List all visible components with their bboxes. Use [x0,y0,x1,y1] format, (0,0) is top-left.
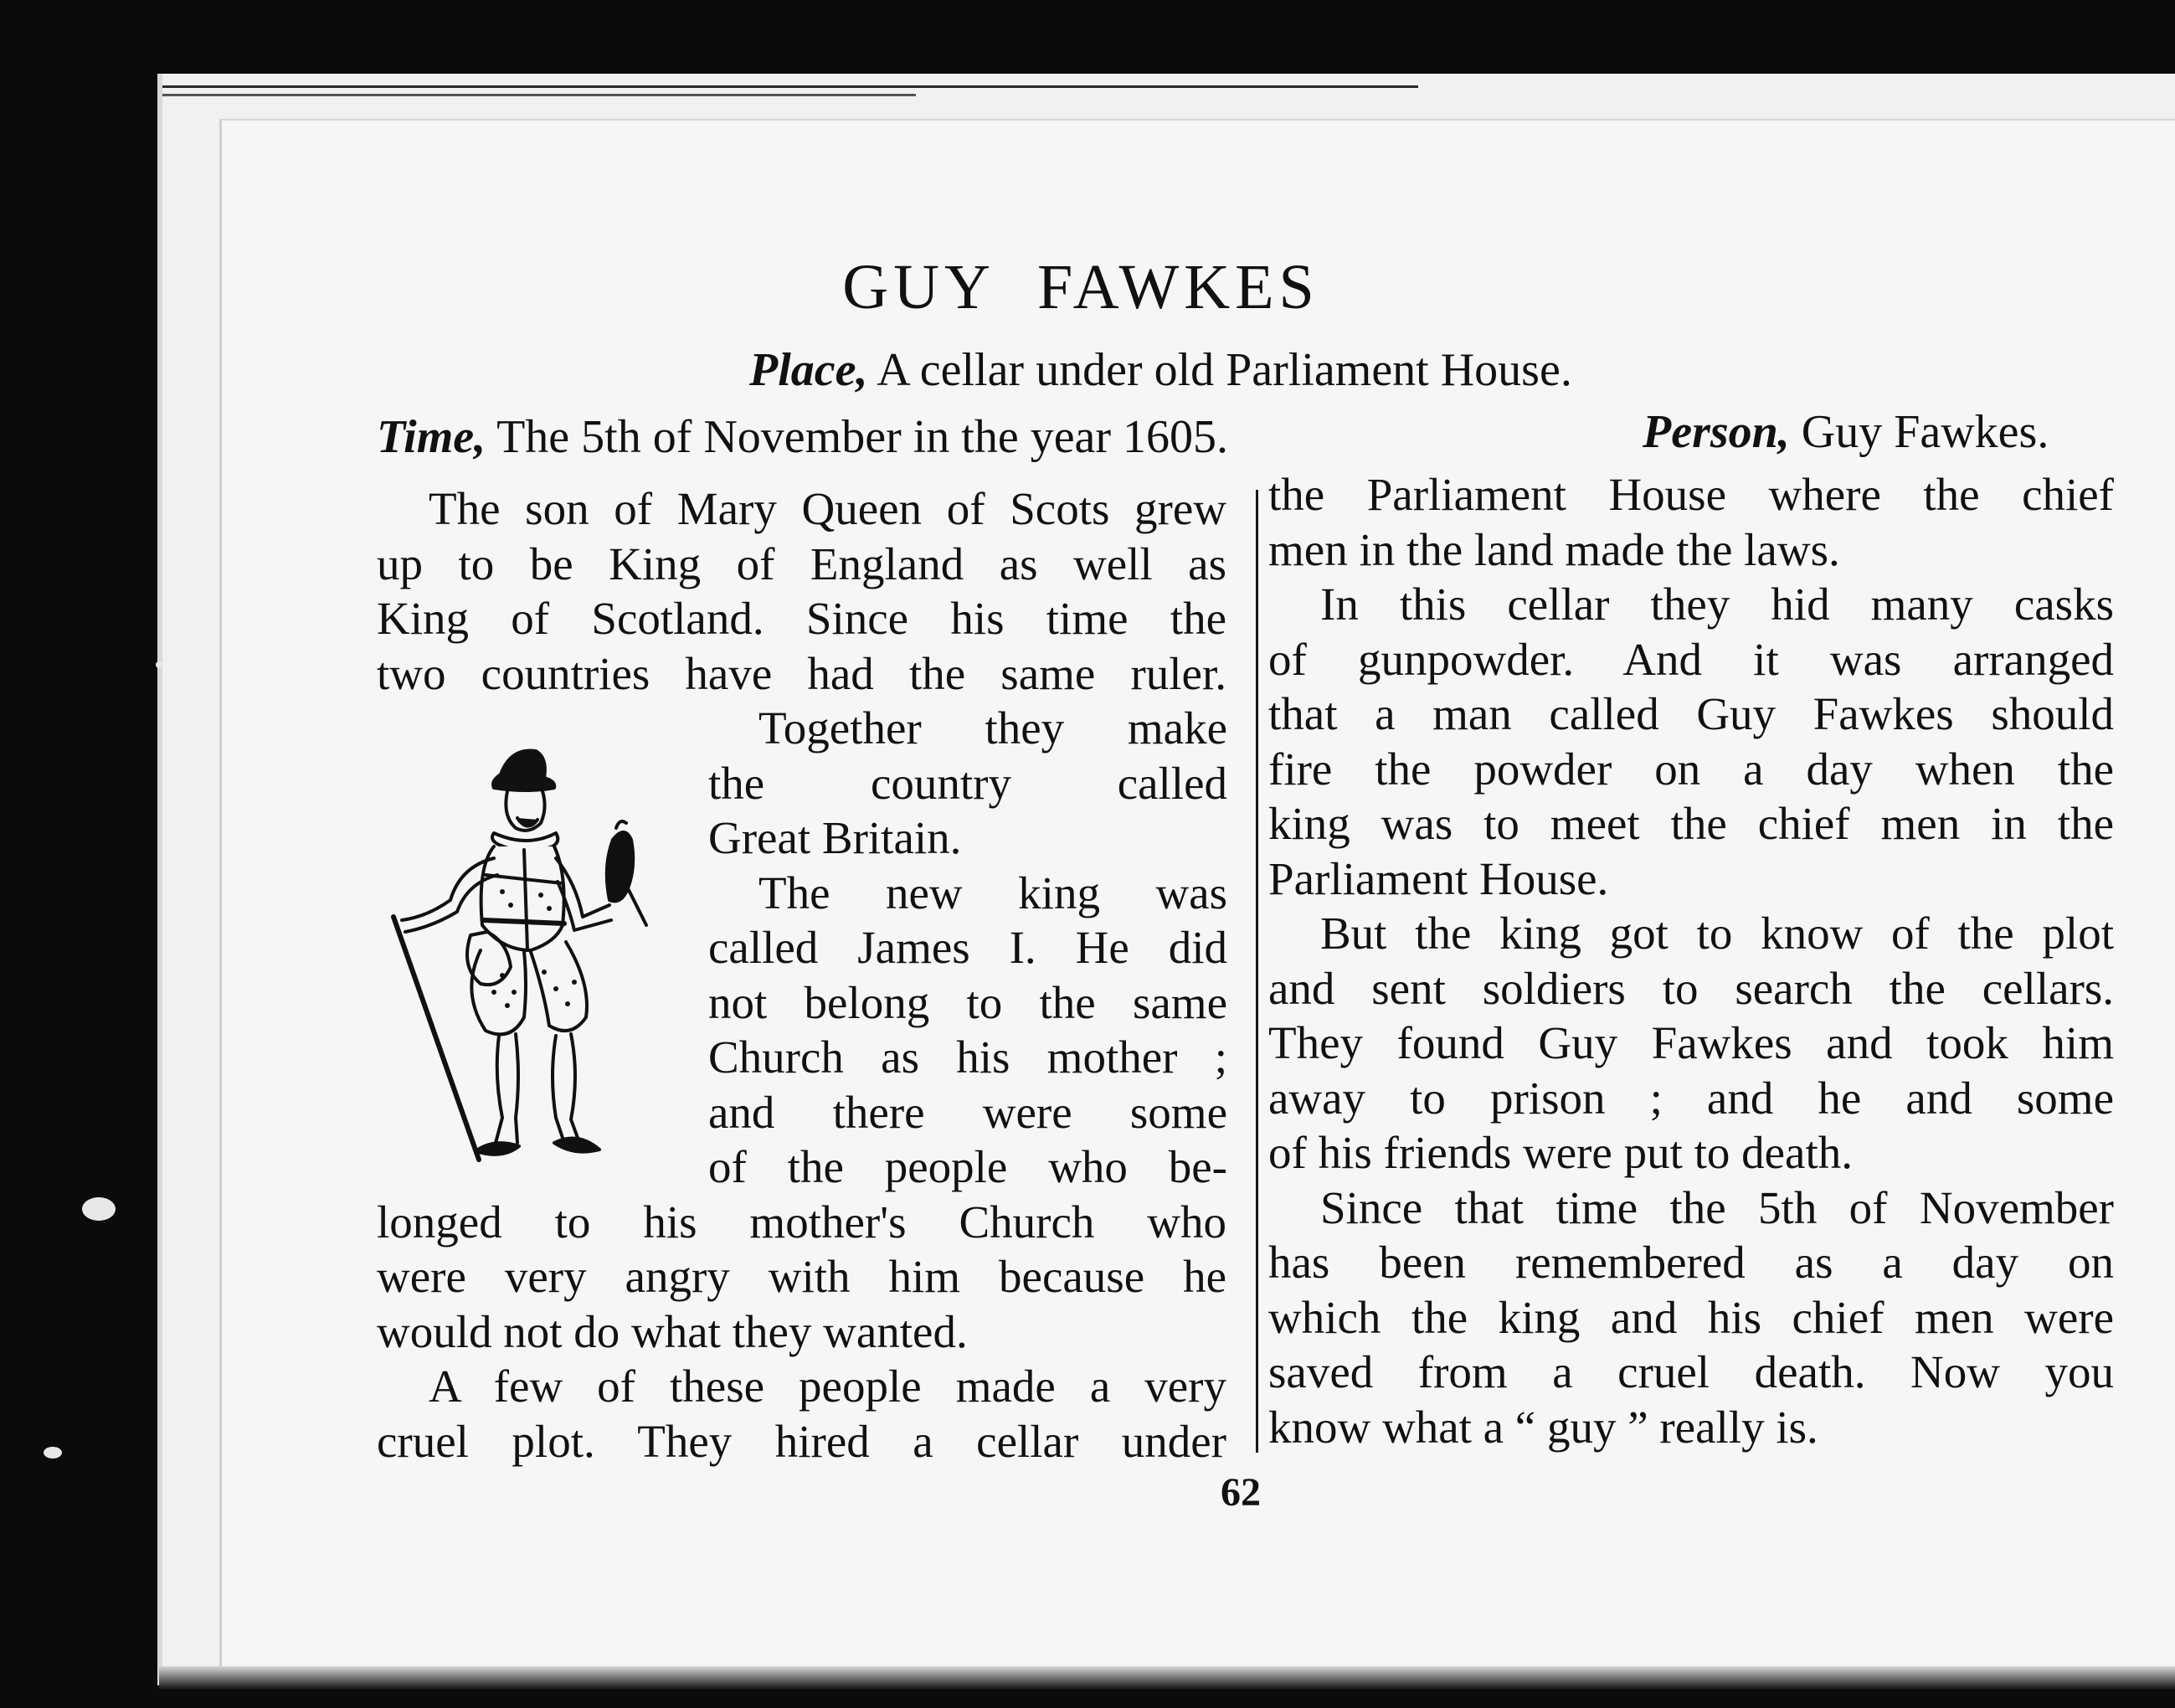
text-line: that a man called Guy Fawkes should [1268,688,2114,739]
text-line: saved from a cruel death. Now you [1268,1346,2114,1397]
text-line: Great Britain. [708,812,962,863]
time-text: The 5th of November in the year 1605. [486,411,1229,463]
text-line: the country called [708,757,1227,809]
page-edge-line [162,85,1418,88]
text-line: which the king and his chief men were [1268,1291,2114,1343]
text-line: Church as his mother ; [708,1031,1227,1083]
text-line: But the king got to know of the plot [1320,908,2114,959]
text-line: King of Scotland. Since his time the [377,593,1226,644]
time-label: Time, [377,411,486,463]
text-line: know what a “ guy ” really is. [1268,1401,1818,1453]
text-line: and there were some [708,1086,1227,1138]
page-bottom-shadow [159,1666,2175,1690]
dust-speck [156,661,162,668]
text-line: longed to his mother's Church who [377,1196,1226,1248]
setting-person [1643,405,2049,459]
text-line: two countries have had the same ruler. [377,647,1226,699]
text-line: men in the land made the laws. [1268,523,1840,575]
place-text: A cellar under old Parliament House. [867,344,1572,396]
setting-time [377,410,1228,464]
text-line: Since that time the 5th of November [1320,1181,2114,1233]
text-line: The new king was [758,867,1227,918]
text-line: not belong to the same [708,976,1227,1028]
text-line: Together they make [758,702,1227,754]
person-text: Guy Fawkes. [1789,406,2049,458]
text-line: Parliament House. [1268,852,1609,904]
text-line: up to be King of England as well as [377,538,1226,589]
text-line: called James I. He did [708,922,1227,973]
text-line: would not do what they wanted. [377,1305,968,1357]
setting-place [749,343,1572,397]
text-line: fire the powder on a day when the [1268,743,2114,795]
text-line: They found Guy Fawkes and took him [1268,1017,2114,1068]
dust-speck [44,1447,62,1458]
page-title: GUY FAWKES [842,252,1319,322]
text-line: of his friends were put to death. [1268,1127,1854,1178]
text-line: and sent soldiers to search the cellars. [1268,962,2114,1014]
page-number: 62 [1221,1470,1261,1515]
place-label: Place, [749,344,868,396]
text-line: A few of these people made a very [429,1361,1226,1412]
text-line: the Parliament House where the chief [1268,469,2114,520]
text-line: of gunpowder. And it was arranged [1268,633,2114,685]
text-line: of the people who be- [708,1141,1227,1192]
column-right [1268,467,2114,1454]
king-james-illustration [377,741,678,1168]
text-line: The son of Mary Queen of Scots grew [429,483,1226,534]
person-label: Person, [1643,406,1790,458]
text-line: cruel plot. They hired a cellar under [377,1415,1226,1467]
text-line: king was to meet the chief men in the [1268,798,2114,849]
text-line: has been remembered as a day on [1268,1237,2114,1288]
page-edge-line [162,94,916,96]
text-line: were very angry with him because he [377,1251,1226,1302]
dust-speck [82,1197,116,1221]
text-line: away to prison ; and he and some [1268,1072,2114,1124]
column-divider [1256,490,1258,1453]
text-line: In this cellar they hid many casks [1320,579,2114,630]
